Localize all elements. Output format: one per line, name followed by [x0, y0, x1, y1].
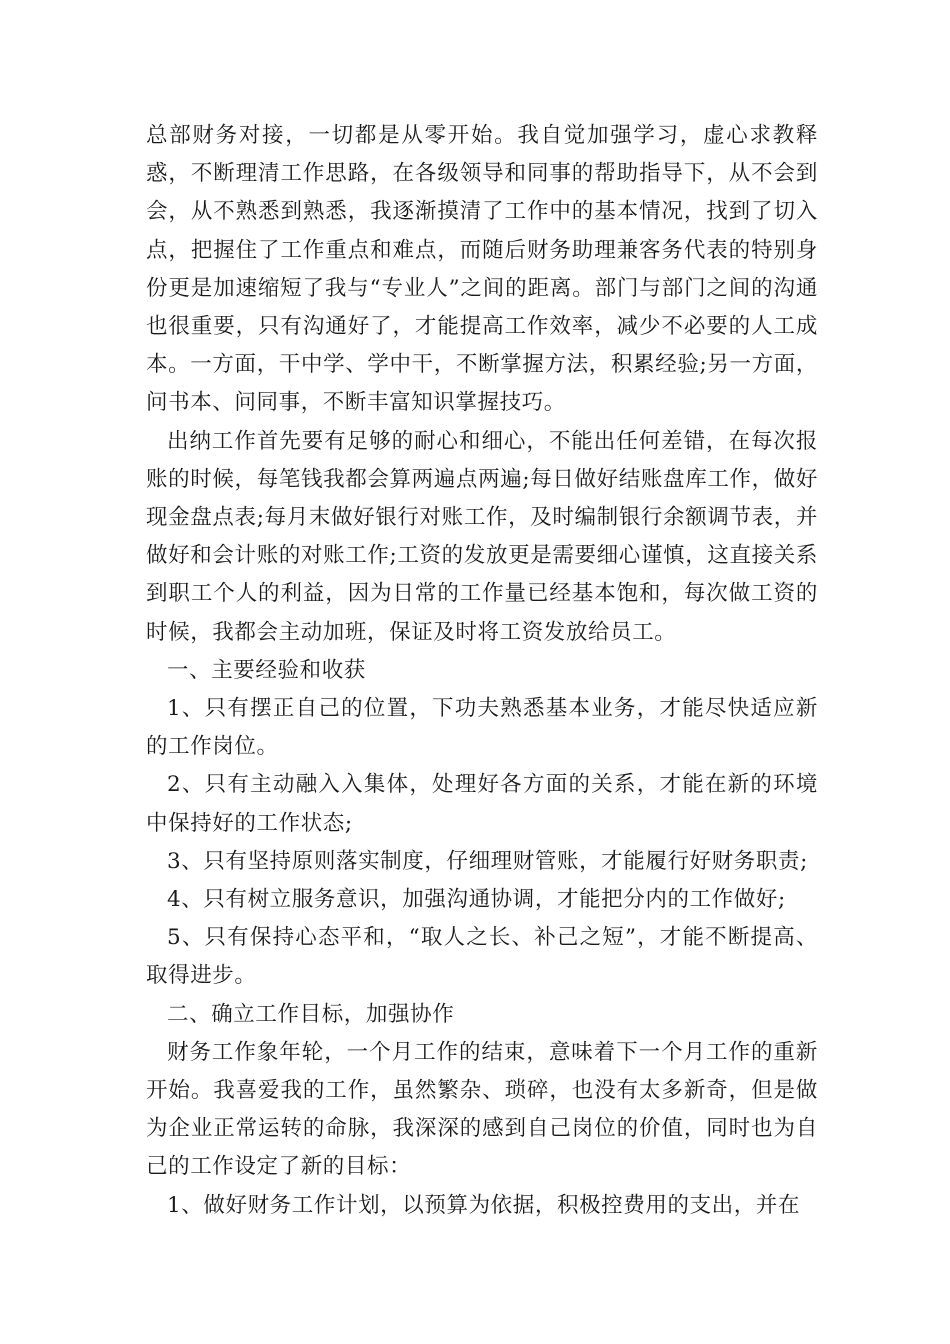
list-item: 1、只有摆正自己的位置，下功夫熟悉基本业务，才能尽快适应新的工作岗位。 [146, 696, 818, 760]
paragraph-intro: 总部财务对接，一切都是从零开始。我自觉加强学习，虚心求教释惑，不断理清工作思路，在各级领导和同事的帮助指导下，从不会到会，从不熟悉到熟悉，我逐渐摸清了工作中的基本情况，找到了切入点，把握住了工作重点和难点，而随后财务助理兼客务代表的特别身份更是加速缩短了我与“专业人”之间的距离。部门与部门之间的沟通也很重要，只有沟通好了，才能提高工作效率，减少不必要的人工成本。一方面，干中学、学中干，不断掌握方法，积累经验;另一方面，问书本、问同事，不断丰富知识掌握技巧。 [146, 123, 818, 416]
paragraph-goals-intro: 财务工作象年轮，一个月工作的结束，意味着下一个月工作的重新开始。我喜爱我的工作，虽然繁杂、琐碎，也没有太多新奇，但是做为企业正常运转的命脉，我深深的感到自己岗位的价值，同时也为自己的工作设定了新的目标： [146, 1039, 818, 1180]
list-item: 3、只有坚持原则落实制度，仔细理财管账，才能履行好财务职责; [167, 848, 808, 874]
list-item: 1、做好财务工作计划，以预算为依据，积极控费用的支出，并在 [167, 1192, 801, 1218]
list-item: 5、只有保持心态平和，“取人之长、补己之短”，才能不断提高、取得进步。 [146, 925, 818, 989]
paragraph-cashier-work: 出纳工作首先要有足够的耐心和细心，不能出任何差错，在每次报账的时候，每笔钱我都会算两遍点两遍;每日做好结账盘库工作，做好现金盘点表;每月末做好银行对账工作，及时编制银行余额调节表，并做好和会计账的对账工作;工资的发放更是需要细心谨慎，这直接关系到职工个人的利益，因为日常的工作量已经基本饱和，每次做工资的时候，我都会主动加班，保证及时将工资发放给员工。 [146, 428, 818, 645]
section-heading-experience: 一、主要经验和收获 [167, 657, 366, 683]
section-heading-goals: 二、确立工作目标，加强协作 [167, 1001, 455, 1027]
list-item: 4、只有树立服务意识，加强沟通协调，才能把分内的工作做好; [167, 887, 786, 913]
list-item: 2、只有主动融入入集体，处理好各方面的关系，才能在新的环境中保持好的工作状态; [146, 772, 818, 836]
document-body [146, 117, 818, 1225]
